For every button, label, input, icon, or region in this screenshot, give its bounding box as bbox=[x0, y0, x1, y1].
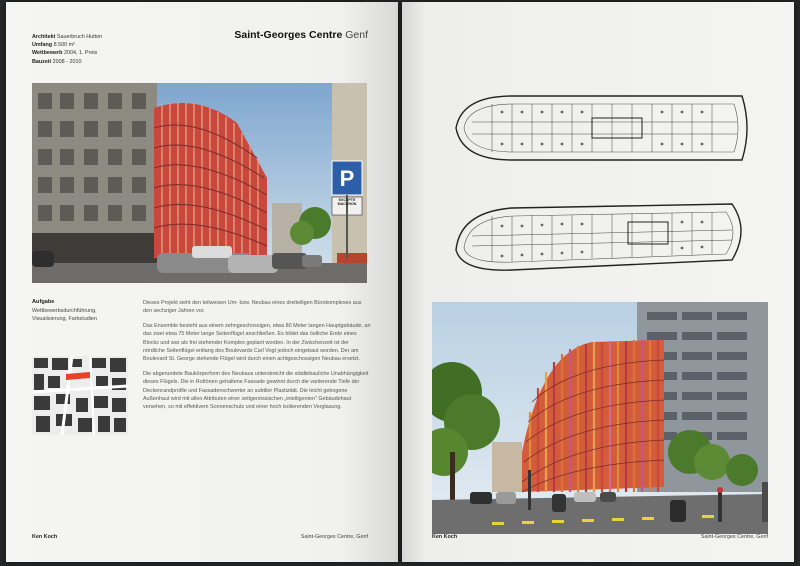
task-heading: Aufgabe bbox=[32, 299, 55, 305]
competition-label: Wettbewerb bbox=[32, 50, 63, 57]
site-plan-map bbox=[32, 356, 128, 435]
street-photo-illustration bbox=[32, 83, 367, 283]
site-plan-illustration bbox=[32, 356, 128, 435]
size-value: 8.500 m² bbox=[53, 42, 75, 49]
floor-plan-upper-drawing bbox=[452, 90, 752, 166]
project-meta bbox=[32, 33, 102, 66]
street-photo bbox=[32, 83, 367, 283]
footer-author: Ken Koch bbox=[32, 534, 58, 540]
floor-plan-upper bbox=[452, 90, 752, 166]
architect-value: Sauerbruch Hutton bbox=[56, 34, 103, 40]
footer-author: Ken Koch bbox=[432, 534, 458, 540]
title-city: Genf bbox=[345, 29, 368, 41]
paragraph-intro: Dieses Projekt sieht den teilweisen Um- bzw. Neubau eines dreiteiligen Bürokomplexes aus den sechziger Jahren vor. bbox=[143, 300, 362, 315]
size-label: Umfang bbox=[32, 42, 53, 49]
footer-title: Saint-Georges Centre, Genf bbox=[700, 534, 768, 540]
build-period-value: 2008 - 2010 bbox=[52, 58, 82, 65]
footer-title: Saint-Georges Centre, Genf bbox=[300, 534, 368, 540]
parking-sign-text: EXCEPTE MACARON bbox=[337, 198, 357, 206]
paragraph-form: Die abgerundete Baukörperform des Neubaus unterstreicht die städtebauliche Unabhängigkeit dieses Flügels. Die in Rottönen gehaltene Fassade gewinnt durch die variierende Tiefe der Deckenrandprofile und Fassadenschwerter an subtiler Plastizität. Die leicht gebogene Außenhaut wird mit allen Attributen einer zeitgenössischen „intelligenten" Gebäudehaut versehen, so mit effektivem Sonnenschutz und einer hoch isolierenden Verglasung. bbox=[143, 370, 369, 411]
floor-plan-lower-drawing bbox=[452, 200, 752, 276]
building-photo bbox=[432, 302, 768, 534]
title-main: Saint-Georges Centre bbox=[234, 29, 343, 41]
build-period-label: Bauzeit bbox=[32, 58, 52, 65]
building-photo-illustration bbox=[432, 302, 768, 534]
architect-label: Architekt bbox=[32, 34, 56, 40]
svg-text:P: P bbox=[339, 166, 355, 191]
page-title bbox=[234, 29, 368, 41]
left-page bbox=[6, 2, 398, 562]
paragraph-ensemble: Das Ensemble besteht aus einem zehngeschossigen, etwa 80 Meter langen Hauptgebäude, an das zwei etwa 75 Meter lange Seitenflügel anschließen. Es bildet das östliche Ende eines Blocks und war als frei stehender Komplex geplant worden. In der Zwischenzeit ist der nördliche Seitenflügel entlang des Boulevards Carl Vogt jedoch eingebaut worden. Der am Boulevard St. George stehende Flügel wird durch einen achtgeschossigen Neubau ersetzt. bbox=[143, 322, 371, 363]
task-description: Wettbewerbsdurchführung, Visualisierung, Farbstudien bbox=[32, 308, 97, 322]
floor-plan-lower bbox=[452, 200, 752, 276]
project-description bbox=[143, 299, 371, 418]
right-page bbox=[402, 2, 794, 562]
competition-value: 2004, 1. Preis bbox=[63, 50, 98, 57]
